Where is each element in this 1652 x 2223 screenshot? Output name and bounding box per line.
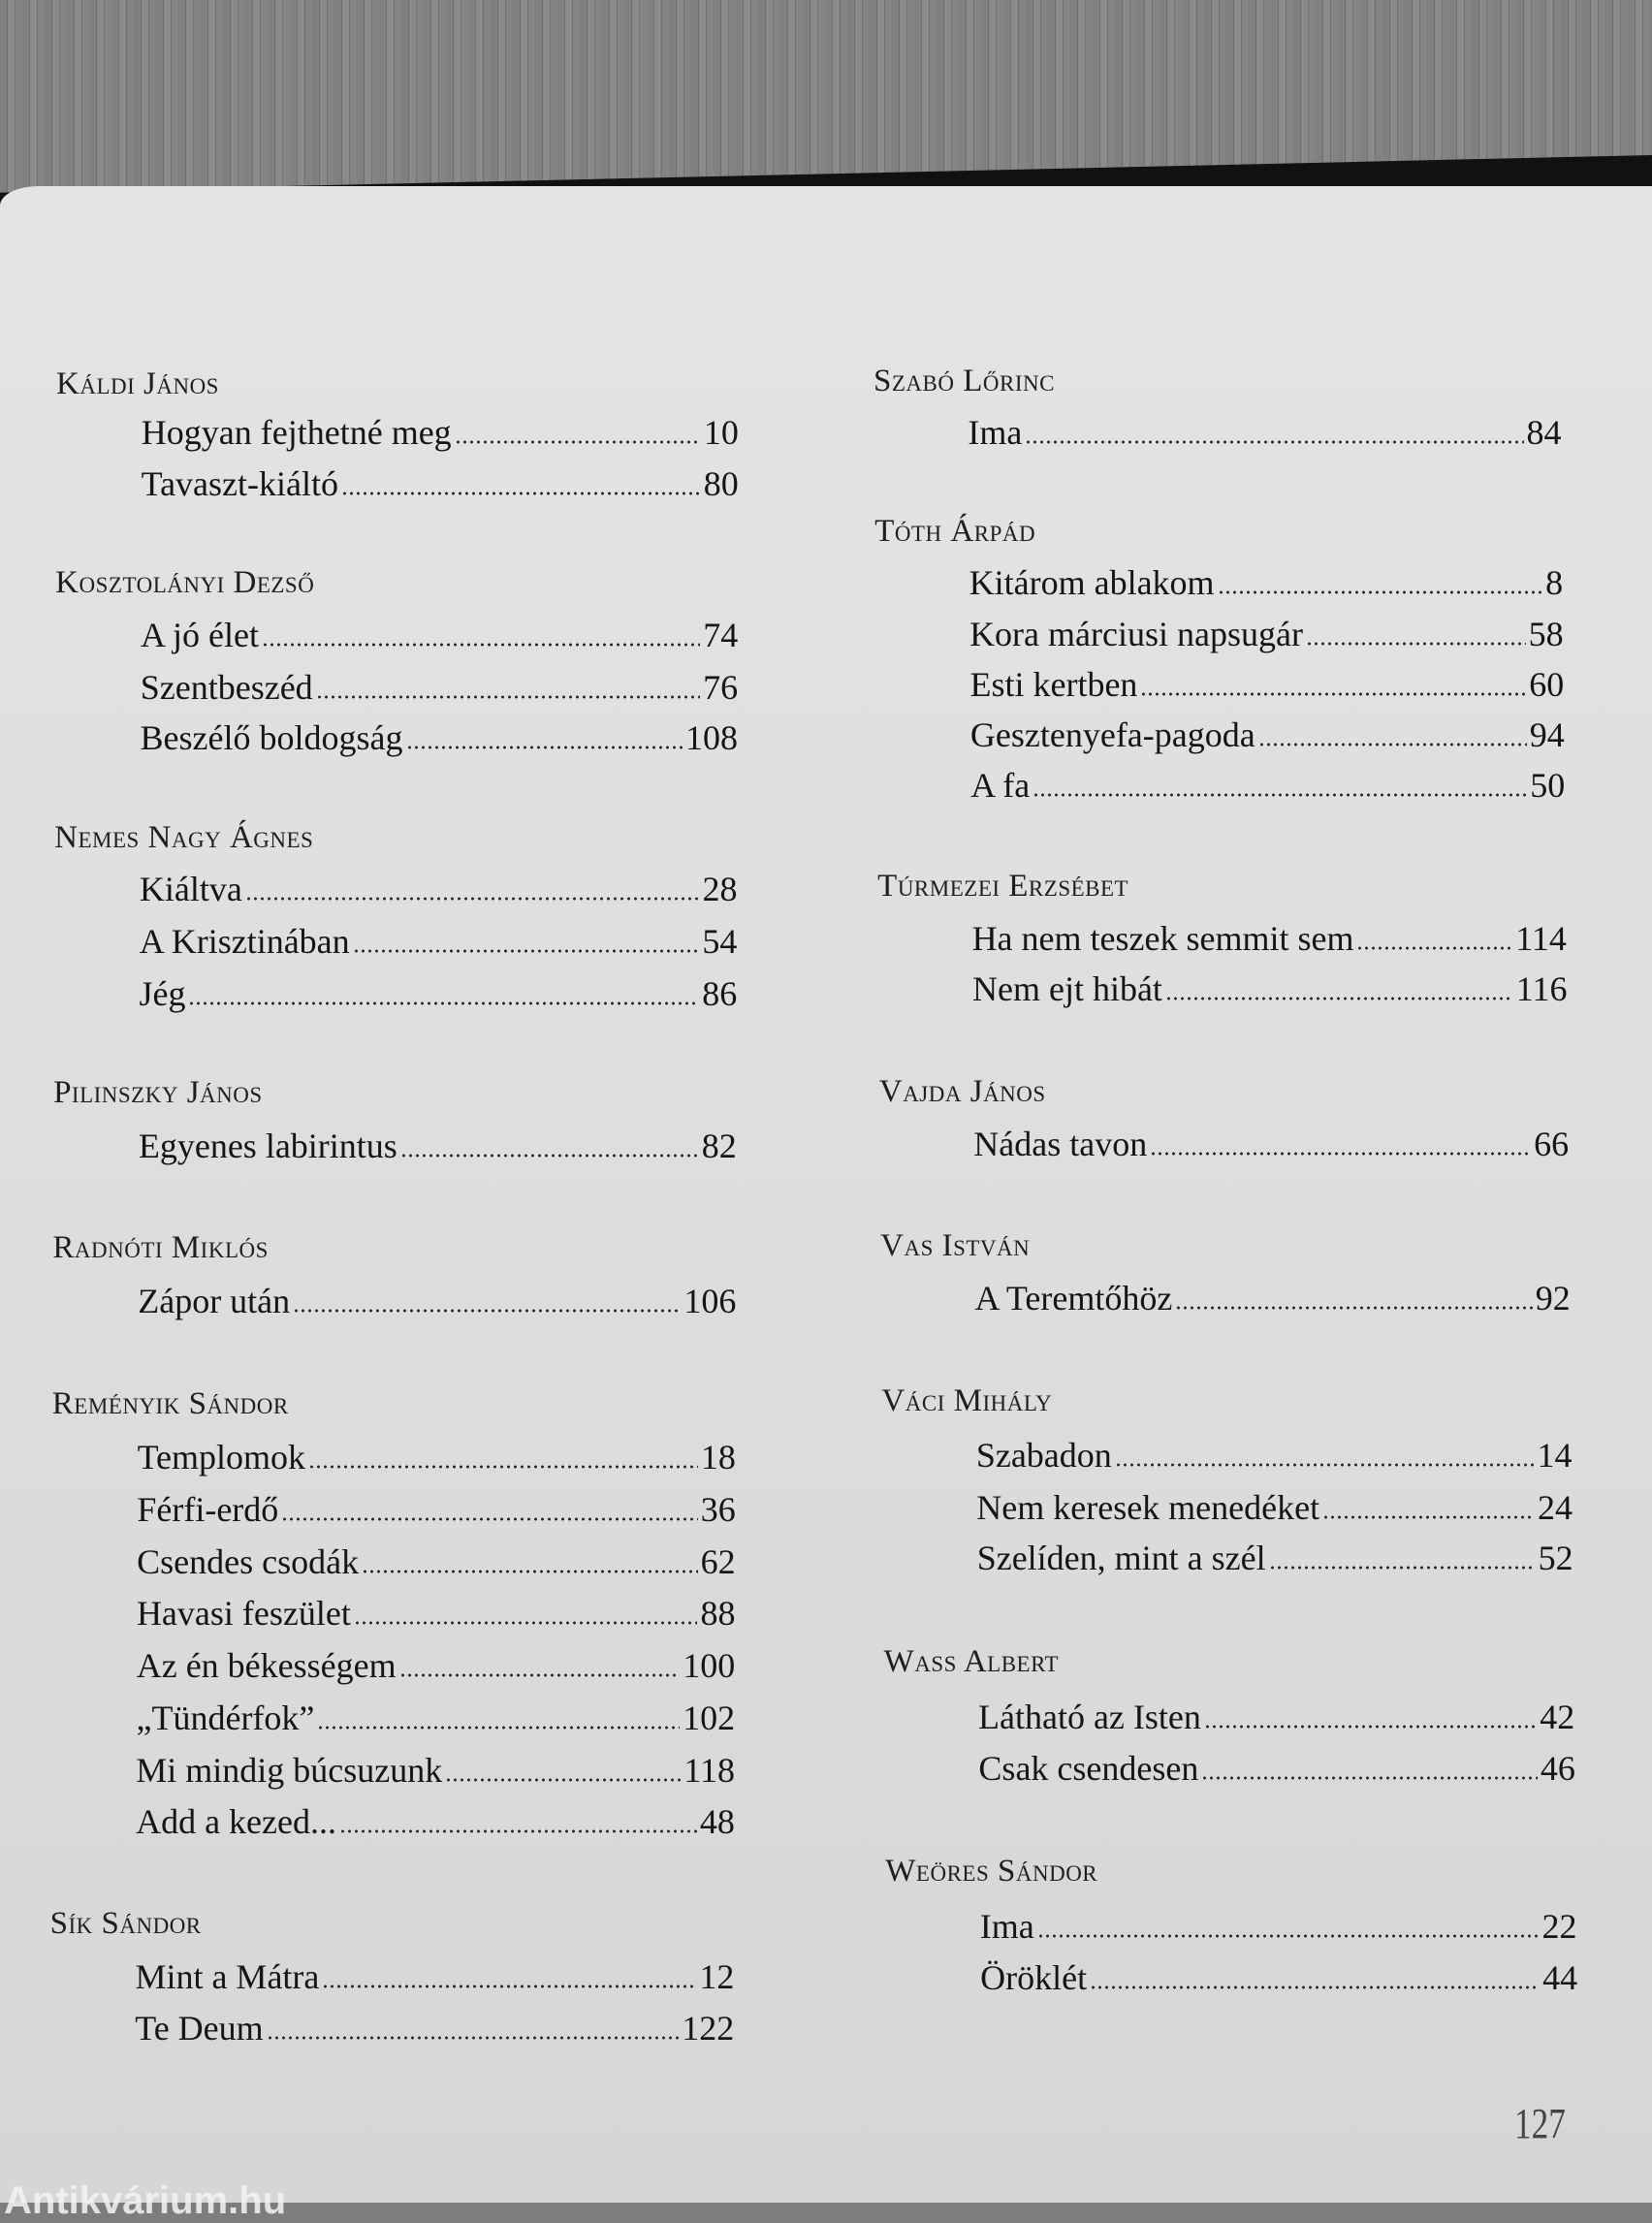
page-ref: 18 xyxy=(700,1438,736,1477)
poem-title: Havasi feszület xyxy=(136,1594,351,1633)
author-heading: Tóth Árpád xyxy=(874,514,1036,549)
page-ref: 84 xyxy=(1526,413,1562,452)
dot-leader xyxy=(362,1570,697,1573)
toc-entry xyxy=(138,1437,736,1477)
page-ref: 12 xyxy=(699,1957,735,1996)
page-ref: 22 xyxy=(1541,1907,1577,1946)
poem-title: Templomok xyxy=(137,1438,306,1477)
author-heading: Sík Sándor xyxy=(49,1906,202,1941)
dot-leader xyxy=(1201,1776,1537,1780)
dot-leader xyxy=(341,492,701,495)
poem-title: Mi mindig búcsuzunk xyxy=(136,1751,443,1790)
page-ref: 106 xyxy=(683,1282,737,1320)
toc-entry xyxy=(141,667,738,708)
page-ref: 44 xyxy=(1542,1958,1578,1997)
dot-leader xyxy=(1356,946,1512,950)
author-heading: Radnóti Miklós xyxy=(52,1230,269,1265)
author-heading: Nemes Nagy Ágnes xyxy=(54,820,314,855)
poem-title: Kiáltva xyxy=(139,870,242,908)
poem-title: Beszélő boldogság xyxy=(140,718,403,757)
dot-leader xyxy=(1306,642,1526,646)
page-ref: 42 xyxy=(1540,1698,1575,1736)
dot-leader xyxy=(322,1985,696,1988)
page-ref: 102 xyxy=(683,1699,736,1737)
dot-leader xyxy=(317,1726,680,1730)
page-number: 127 xyxy=(1514,2100,1566,2147)
author-heading: Vas István xyxy=(880,1228,1031,1263)
toc-entry xyxy=(977,1538,1573,1578)
page-ref: 54 xyxy=(702,922,738,961)
author-heading: Reményik Sándor xyxy=(51,1386,289,1421)
author-heading: Káldi János xyxy=(56,366,219,401)
page-ref: 46 xyxy=(1540,1749,1575,1788)
toc-entry xyxy=(142,463,739,504)
page-ref: 24 xyxy=(1538,1488,1573,1527)
page-ref: 82 xyxy=(701,1127,737,1165)
page-ref: 86 xyxy=(702,974,738,1013)
poem-title: Tavaszt-kiáltó xyxy=(141,464,338,503)
page-ref: 74 xyxy=(703,616,739,654)
page-ref: 28 xyxy=(702,870,738,908)
author-heading: Vajda János xyxy=(878,1074,1046,1109)
poem-title: Az én békességem xyxy=(136,1646,397,1685)
toc-entry xyxy=(978,1748,1574,1789)
dot-leader xyxy=(1090,1985,1540,1989)
page-ref: 14 xyxy=(1537,1436,1573,1475)
poem-title: Mint a Mátra xyxy=(135,1957,320,1996)
poem-title: Nádas tavon xyxy=(973,1125,1148,1163)
page-ref: 100 xyxy=(683,1646,736,1685)
toc-entry xyxy=(137,1698,736,1738)
toc-entry xyxy=(137,1593,736,1634)
dot-leader xyxy=(1269,1566,1536,1570)
poem-title: Add a kezed... xyxy=(136,1802,336,1841)
poem-title: Jég xyxy=(139,974,186,1013)
dot-leader xyxy=(1204,1725,1537,1729)
toc-entry xyxy=(140,869,738,909)
toc-entry xyxy=(975,1278,1571,1318)
toc-entry xyxy=(976,1487,1573,1528)
toc-entry xyxy=(980,1957,1577,1998)
toc-entry xyxy=(968,412,1561,453)
toc-entry xyxy=(139,973,737,1014)
dot-leader xyxy=(1165,997,1513,1000)
page-ref: 36 xyxy=(700,1490,736,1529)
dot-leader xyxy=(455,440,701,444)
page-ref: 76 xyxy=(703,668,739,707)
dot-leader xyxy=(1218,590,1543,594)
poem-title: A Teremtőhöz xyxy=(974,1279,1173,1318)
dot-leader xyxy=(400,1154,699,1158)
toc-entry xyxy=(142,412,739,453)
poem-title: „Tündérfok” xyxy=(136,1699,315,1737)
page-ref: 52 xyxy=(1538,1539,1573,1577)
toc-entry xyxy=(141,615,738,655)
dot-leader xyxy=(293,1309,681,1313)
toc-entry xyxy=(970,765,1565,806)
toc-entry xyxy=(136,1801,735,1842)
dot-leader xyxy=(354,1621,698,1625)
page-ref: 8 xyxy=(1545,563,1564,602)
toc-entry xyxy=(976,1435,1573,1476)
poem-title: Látható az Isten xyxy=(978,1698,1201,1736)
dot-leader xyxy=(1115,1463,1535,1467)
dot-leader xyxy=(267,2036,680,2040)
dot-leader xyxy=(1037,1934,1540,1938)
toc-entry xyxy=(972,918,1567,959)
dot-leader xyxy=(1175,1306,1532,1310)
author-heading: Weöres Sándor xyxy=(885,1854,1098,1889)
page-ref: 118 xyxy=(683,1751,735,1790)
poem-title: Kora márciusi napsugár xyxy=(969,615,1303,653)
page-ref: 94 xyxy=(1529,715,1565,754)
page-ref: 66 xyxy=(1534,1125,1570,1163)
poem-title: A Krisztinában xyxy=(139,922,350,961)
page-ref: 50 xyxy=(1530,766,1566,805)
page-ref: 80 xyxy=(703,464,739,503)
toc-entry xyxy=(136,1750,735,1791)
author-heading: Kosztolányi Dezső xyxy=(55,565,315,600)
poem-title: Esti kertben xyxy=(969,665,1138,704)
page-ref: 88 xyxy=(700,1594,736,1633)
toc-entry xyxy=(135,2008,734,2048)
dot-leader xyxy=(1032,793,1527,797)
poem-title: Nem keresek menedéket xyxy=(976,1488,1320,1527)
page-ref: 116 xyxy=(1515,969,1568,1008)
dot-leader xyxy=(245,897,700,901)
watermark: Antikvárium.hu xyxy=(4,2179,287,2222)
toc-entry xyxy=(137,1489,735,1530)
dot-leader xyxy=(1322,1515,1535,1519)
dot-leader xyxy=(399,1673,681,1677)
page-ref: 62 xyxy=(700,1542,736,1581)
dot-leader xyxy=(262,643,700,647)
poem-title: Gesztenyefa-pagoda xyxy=(969,715,1255,754)
toc-entry xyxy=(969,562,1563,603)
dot-leader xyxy=(406,746,683,749)
dot-leader xyxy=(1140,692,1526,696)
toc-entry xyxy=(980,1906,1577,1947)
poem-title: Szentbeszéd xyxy=(140,668,313,707)
poem-title: Szabadon xyxy=(975,1436,1112,1475)
poem-title: Szelíden, mint a szél xyxy=(976,1539,1266,1577)
author-heading: Váci Mihály xyxy=(881,1383,1053,1418)
dot-leader xyxy=(308,1465,698,1469)
poem-title: A fa xyxy=(970,766,1031,805)
toc-entry xyxy=(972,969,1567,1009)
toc-entry xyxy=(970,715,1565,755)
dot-leader xyxy=(188,1001,699,1005)
poem-title: Te Deum xyxy=(135,2009,264,2048)
poem-title: Nem ejt hibát xyxy=(971,969,1162,1008)
poem-title: Hogyan fejthetné meg xyxy=(141,413,452,452)
dot-leader xyxy=(445,1778,681,1782)
page-ref: 10 xyxy=(703,413,739,452)
poem-title: Csendes csodák xyxy=(137,1542,360,1581)
page-ref: 108 xyxy=(684,718,738,757)
dot-leader xyxy=(281,1517,697,1521)
toc-entry xyxy=(969,664,1564,705)
toc-entry xyxy=(973,1124,1569,1164)
toc-entry xyxy=(138,1281,736,1321)
toc-entry xyxy=(137,1541,735,1582)
poem-title: Csak csendesen xyxy=(978,1749,1199,1788)
toc-entry xyxy=(135,1956,734,1997)
poem-title: Kitárom ablakom xyxy=(969,563,1215,602)
toc-entry xyxy=(137,1645,736,1686)
page-ref: 114 xyxy=(1515,919,1567,958)
poem-title: Ima xyxy=(968,413,1023,452)
author-heading: Szabó Lőrinc xyxy=(874,364,1055,398)
page-ref: 58 xyxy=(1528,615,1564,653)
poem-title: Öröklét xyxy=(980,1958,1088,1997)
author-heading: Wass Albert xyxy=(883,1644,1060,1679)
dot-leader xyxy=(1258,743,1527,746)
author-heading: Túrmezei Erzsébet xyxy=(877,869,1129,904)
author-heading: Pilinszky János xyxy=(53,1075,263,1110)
dot-leader xyxy=(316,695,700,699)
poem-title: A jó élet xyxy=(140,616,259,654)
page-ref: 60 xyxy=(1529,665,1565,704)
page-ref: 122 xyxy=(682,2009,735,2048)
toc-entry xyxy=(969,614,1564,654)
page-ref: 92 xyxy=(1535,1279,1571,1318)
toc-entry xyxy=(141,717,738,758)
dot-leader xyxy=(1025,440,1523,444)
dot-leader xyxy=(353,949,700,953)
poem-title: Ha nem teszek semmit sem xyxy=(971,919,1354,958)
page-ref: 48 xyxy=(699,1802,735,1841)
poem-title: Zápor után xyxy=(138,1282,291,1320)
poem-title: Ima xyxy=(979,1907,1034,1946)
toc-entry xyxy=(139,1126,737,1166)
dot-leader xyxy=(339,1829,697,1833)
poem-title: Férfi-erdő xyxy=(137,1490,279,1529)
toc-entry xyxy=(140,921,738,962)
dot-leader xyxy=(1150,1152,1531,1156)
poem-title: Egyenes labirintus xyxy=(138,1127,397,1165)
toc-entry xyxy=(978,1697,1574,1737)
